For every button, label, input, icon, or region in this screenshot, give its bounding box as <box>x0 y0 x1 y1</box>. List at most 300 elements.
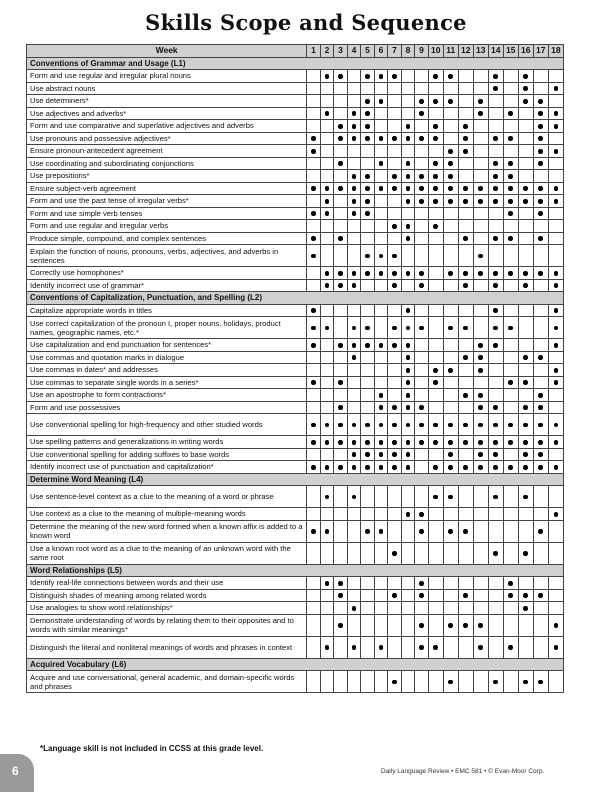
week-cell <box>443 436 458 449</box>
skill-label: Form and use the past tense of irregular verbs* <box>27 195 307 208</box>
check-dot-icon <box>448 174 453 179</box>
week-cell <box>361 520 375 542</box>
check-dot-icon <box>325 186 330 191</box>
check-dot-icon <box>523 423 528 428</box>
week-cell <box>548 401 563 414</box>
week-cell <box>415 220 429 233</box>
check-dot-icon <box>448 623 453 628</box>
check-dot-icon <box>392 343 397 348</box>
check-dot-icon <box>338 593 343 598</box>
check-dot-icon <box>419 186 424 191</box>
week-cell <box>428 267 443 280</box>
week-cell <box>361 170 375 183</box>
week-cell <box>347 436 361 449</box>
week-cell <box>307 614 321 636</box>
skill-label: Produce simple, compound, and complex sentences <box>27 232 307 245</box>
week-cell <box>518 145 533 158</box>
check-dot-icon <box>478 343 483 348</box>
check-dot-icon <box>419 174 424 179</box>
week-cell <box>428 232 443 245</box>
week-cell <box>307 267 321 280</box>
check-dot-icon <box>406 452 411 457</box>
week-cell <box>428 95 443 108</box>
week-cell <box>388 304 402 317</box>
check-dot-icon <box>508 111 513 116</box>
week-cell <box>388 107 402 120</box>
check-dot-icon <box>419 283 424 288</box>
check-dot-icon <box>311 326 316 331</box>
week-cell <box>401 589 415 602</box>
week-cell <box>334 389 348 402</box>
week-cell <box>428 589 443 602</box>
week-cell <box>458 182 473 195</box>
week-cell <box>374 207 388 220</box>
check-dot-icon <box>554 645 559 650</box>
week-cell <box>458 364 473 377</box>
week-cell <box>443 132 458 145</box>
page-title: Skills Scope and Sequence <box>145 10 467 35</box>
week-cell <box>428 461 443 474</box>
week-cell <box>458 107 473 120</box>
week-cell <box>503 414 518 436</box>
week-cell <box>533 636 548 658</box>
week-cell <box>473 339 488 352</box>
week-cell <box>347 82 361 95</box>
week-cell <box>428 636 443 658</box>
check-dot-icon <box>352 495 357 500</box>
week-cell <box>388 486 402 508</box>
week-cell <box>347 364 361 377</box>
week-cell <box>533 95 548 108</box>
week-cell <box>503 317 518 339</box>
check-dot-icon <box>406 124 411 129</box>
week-cell <box>518 461 533 474</box>
check-dot-icon <box>433 124 438 129</box>
week-cell <box>488 120 503 133</box>
week-cell <box>488 170 503 183</box>
check-dot-icon <box>325 74 330 79</box>
week-cell <box>458 461 473 474</box>
week-cell <box>548 279 563 292</box>
week-cell <box>548 145 563 158</box>
check-dot-icon <box>406 405 411 410</box>
week-cell <box>388 132 402 145</box>
week-number: 12 <box>458 45 473 58</box>
week-cell <box>443 182 458 195</box>
check-dot-icon <box>379 405 384 410</box>
check-dot-icon <box>325 581 330 586</box>
check-dot-icon <box>392 224 397 229</box>
week-cell <box>388 671 402 693</box>
check-dot-icon <box>365 74 370 79</box>
week-cell <box>388 589 402 602</box>
week-cell <box>415 245 429 267</box>
week-cell <box>401 267 415 280</box>
skill-label: Distinguish shades of meaning among related words <box>27 589 307 602</box>
check-dot-icon <box>523 380 528 385</box>
check-dot-icon <box>538 271 543 276</box>
check-dot-icon <box>379 271 384 276</box>
check-dot-icon <box>554 368 559 373</box>
week-cell <box>443 82 458 95</box>
week-cell <box>458 220 473 233</box>
check-dot-icon <box>538 593 543 598</box>
skill-label: Use spelling patterns and generalizations in writing words <box>27 436 307 449</box>
week-cell <box>488 376 503 389</box>
week-cell <box>518 448 533 461</box>
week-cell <box>458 70 473 83</box>
week-cell <box>503 577 518 590</box>
week-number: 14 <box>488 45 503 58</box>
week-header-label: Week <box>27 45 307 58</box>
check-dot-icon <box>379 74 384 79</box>
week-cell <box>503 602 518 615</box>
week-cell <box>458 520 473 542</box>
check-dot-icon <box>365 199 370 204</box>
week-cell <box>443 389 458 402</box>
week-cell <box>503 95 518 108</box>
week-cell <box>503 107 518 120</box>
skill-label: Explain the function of nouns, pronouns, verbs, adjectives, and adverbs in sentences <box>27 245 307 267</box>
week-cell <box>320 267 334 280</box>
week-cell <box>307 107 321 120</box>
week-cell <box>503 364 518 377</box>
week-cell <box>320 220 334 233</box>
week-cell <box>374 461 388 474</box>
skill-row <box>27 132 564 145</box>
week-cell <box>334 461 348 474</box>
week-cell <box>473 376 488 389</box>
week-cell <box>361 145 375 158</box>
week-cell <box>307 542 321 564</box>
check-dot-icon <box>406 465 411 470</box>
check-dot-icon <box>448 326 453 331</box>
check-dot-icon <box>538 124 543 129</box>
week-cell <box>415 107 429 120</box>
week-cell <box>548 589 563 602</box>
check-dot-icon <box>508 440 513 445</box>
week-cell <box>428 145 443 158</box>
check-dot-icon <box>365 211 370 216</box>
week-cell <box>548 614 563 636</box>
skill-row <box>27 195 564 208</box>
week-cell <box>334 132 348 145</box>
week-cell <box>488 107 503 120</box>
week-cell <box>443 304 458 317</box>
check-dot-icon <box>338 405 343 410</box>
week-cell <box>458 157 473 170</box>
check-dot-icon <box>338 423 343 428</box>
week-cell <box>415 267 429 280</box>
skill-label: Use capitalization and end punctuation for sentences* <box>27 339 307 352</box>
week-cell <box>334 636 348 658</box>
week-cell <box>473 520 488 542</box>
week-cell <box>374 317 388 339</box>
skill-row <box>27 182 564 195</box>
week-cell <box>443 120 458 133</box>
check-dot-icon <box>448 199 453 204</box>
week-cell <box>488 245 503 267</box>
check-dot-icon <box>523 271 528 276</box>
week-cell <box>473 508 488 521</box>
week-cell <box>548 195 563 208</box>
check-dot-icon <box>448 74 453 79</box>
week-cell <box>347 414 361 436</box>
week-cell <box>488 232 503 245</box>
week-cell <box>374 157 388 170</box>
week-cell <box>518 267 533 280</box>
week-cell <box>415 70 429 83</box>
check-dot-icon <box>311 529 316 534</box>
check-dot-icon <box>508 136 513 141</box>
check-dot-icon <box>392 283 397 288</box>
section-header-row <box>27 658 564 671</box>
week-cell <box>401 120 415 133</box>
week-cell <box>320 232 334 245</box>
week-cell <box>401 389 415 402</box>
check-dot-icon <box>325 495 330 500</box>
week-cell <box>533 70 548 83</box>
week-cell <box>415 602 429 615</box>
week-cell <box>548 220 563 233</box>
week-cell <box>415 389 429 402</box>
check-dot-icon <box>523 405 528 410</box>
week-cell <box>458 389 473 402</box>
week-cell <box>361 182 375 195</box>
check-dot-icon <box>463 149 468 154</box>
skill-row <box>27 448 564 461</box>
week-cell <box>548 245 563 267</box>
week-cell <box>428 436 443 449</box>
check-dot-icon <box>448 529 453 534</box>
check-dot-icon <box>508 199 513 204</box>
week-cell <box>458 351 473 364</box>
week-cell <box>415 339 429 352</box>
check-dot-icon <box>419 99 424 104</box>
week-cell <box>548 157 563 170</box>
week-cell <box>388 232 402 245</box>
week-cell <box>361 120 375 133</box>
check-dot-icon <box>493 680 498 685</box>
week-cell <box>320 461 334 474</box>
check-dot-icon <box>406 326 411 331</box>
check-dot-icon <box>325 423 330 428</box>
skill-label: Use conventional spelling for adding suffixes to base words <box>27 448 307 461</box>
week-cell <box>415 364 429 377</box>
week-cell <box>443 401 458 414</box>
week-cell <box>473 589 488 602</box>
week-cell <box>401 376 415 389</box>
week-cell <box>488 461 503 474</box>
section-title: Conventions of Grammar and Usage (L1) <box>27 57 564 70</box>
check-dot-icon <box>538 136 543 141</box>
check-dot-icon <box>478 393 483 398</box>
week-cell <box>361 508 375 521</box>
week-cell <box>334 520 348 542</box>
week-cell <box>428 614 443 636</box>
week-cell <box>334 339 348 352</box>
week-cell <box>347 589 361 602</box>
week-cell <box>334 304 348 317</box>
check-dot-icon <box>478 99 483 104</box>
week-cell <box>428 671 443 693</box>
check-dot-icon <box>538 186 543 191</box>
week-cell <box>388 82 402 95</box>
week-cell <box>533 401 548 414</box>
week-cell <box>347 636 361 658</box>
week-cell <box>361 70 375 83</box>
week-cell <box>320 120 334 133</box>
week-cell <box>334 279 348 292</box>
week-cell <box>334 267 348 280</box>
week-cell <box>334 376 348 389</box>
week-cell <box>320 542 334 564</box>
check-dot-icon <box>493 283 498 288</box>
week-cell <box>548 461 563 474</box>
check-dot-icon <box>352 174 357 179</box>
week-cell <box>374 401 388 414</box>
skill-label: Use context as a clue to the meaning of multiple-meaning words <box>27 508 307 521</box>
week-cell <box>518 339 533 352</box>
week-cell <box>320 339 334 352</box>
week-cell <box>503 671 518 693</box>
week-cell <box>473 245 488 267</box>
week-cell <box>503 267 518 280</box>
week-cell <box>488 508 503 521</box>
check-dot-icon <box>508 161 513 166</box>
check-dot-icon <box>406 368 411 373</box>
week-cell <box>347 508 361 521</box>
week-cell <box>443 376 458 389</box>
week-cell <box>388 602 402 615</box>
week-cell <box>334 436 348 449</box>
week-cell <box>401 132 415 145</box>
week-cell <box>388 157 402 170</box>
week-cell <box>415 414 429 436</box>
week-cell <box>458 636 473 658</box>
week-cell <box>473 132 488 145</box>
week-cell <box>503 145 518 158</box>
check-dot-icon <box>365 423 370 428</box>
check-dot-icon <box>419 645 424 650</box>
check-dot-icon <box>508 645 513 650</box>
week-cell <box>518 636 533 658</box>
week-number: 13 <box>473 45 488 58</box>
check-dot-icon <box>406 271 411 276</box>
check-dot-icon <box>493 495 498 500</box>
week-cell <box>518 414 533 436</box>
week-number: 3 <box>334 45 348 58</box>
check-dot-icon <box>352 326 357 331</box>
check-dot-icon <box>433 136 438 141</box>
skill-label: Form and use regular and irregular verbs <box>27 220 307 233</box>
week-cell <box>473 267 488 280</box>
week-cell <box>347 448 361 461</box>
week-cell <box>388 351 402 364</box>
check-dot-icon <box>508 465 513 470</box>
week-cell <box>503 195 518 208</box>
check-dot-icon <box>523 74 528 79</box>
week-cell <box>533 120 548 133</box>
week-cell <box>388 389 402 402</box>
check-dot-icon <box>523 465 528 470</box>
week-cell <box>401 145 415 158</box>
week-cell <box>347 486 361 508</box>
week-cell <box>401 157 415 170</box>
week-cell <box>307 182 321 195</box>
week-cell <box>374 508 388 521</box>
check-dot-icon <box>493 74 498 79</box>
check-dot-icon <box>419 440 424 445</box>
check-dot-icon <box>311 308 316 313</box>
skill-row <box>27 461 564 474</box>
check-dot-icon <box>338 271 343 276</box>
week-cell <box>458 95 473 108</box>
skill-label: Use correct capitalization of the pronoun I, proper nouns, holidays, product names, geographic names, etc.* <box>27 317 307 339</box>
week-cell <box>320 351 334 364</box>
week-cell <box>443 486 458 508</box>
check-dot-icon <box>478 111 483 116</box>
week-cell <box>347 182 361 195</box>
week-cell <box>443 245 458 267</box>
week-cell <box>473 220 488 233</box>
week-cell <box>488 132 503 145</box>
week-cell <box>473 70 488 83</box>
week-cell <box>488 589 503 602</box>
week-cell <box>473 95 488 108</box>
check-dot-icon <box>508 380 513 385</box>
section-title: Word Relationships (L5) <box>27 564 564 577</box>
week-cell <box>320 414 334 436</box>
week-cell <box>361 95 375 108</box>
skill-label: Determine the meaning of the new word formed when a known affix is added to a known word <box>27 520 307 542</box>
week-cell <box>388 120 402 133</box>
week-cell <box>548 602 563 615</box>
week-cell <box>518 602 533 615</box>
week-cell <box>473 195 488 208</box>
week-cell <box>533 389 548 402</box>
week-cell <box>548 182 563 195</box>
check-dot-icon <box>493 186 498 191</box>
check-dot-icon <box>352 452 357 457</box>
week-cell <box>458 589 473 602</box>
week-cell <box>347 671 361 693</box>
week-cell <box>533 589 548 602</box>
skill-label: Use a known root word as a clue to the meaning of an unknown word with the same root <box>27 542 307 564</box>
week-cell <box>533 157 548 170</box>
check-dot-icon <box>406 355 411 360</box>
week-cell <box>533 671 548 693</box>
week-cell <box>458 132 473 145</box>
week-cell <box>307 351 321 364</box>
check-dot-icon <box>433 423 438 428</box>
week-cell <box>503 508 518 521</box>
week-cell <box>307 304 321 317</box>
week-cell <box>347 376 361 389</box>
week-cell <box>415 436 429 449</box>
week-cell <box>518 376 533 389</box>
skill-row <box>27 70 564 83</box>
week-cell <box>388 401 402 414</box>
skill-row <box>27 376 564 389</box>
check-dot-icon <box>379 136 384 141</box>
week-cell <box>443 70 458 83</box>
check-dot-icon <box>365 440 370 445</box>
check-dot-icon <box>338 380 343 385</box>
week-cell <box>347 389 361 402</box>
check-dot-icon <box>478 623 483 628</box>
week-cell <box>518 170 533 183</box>
